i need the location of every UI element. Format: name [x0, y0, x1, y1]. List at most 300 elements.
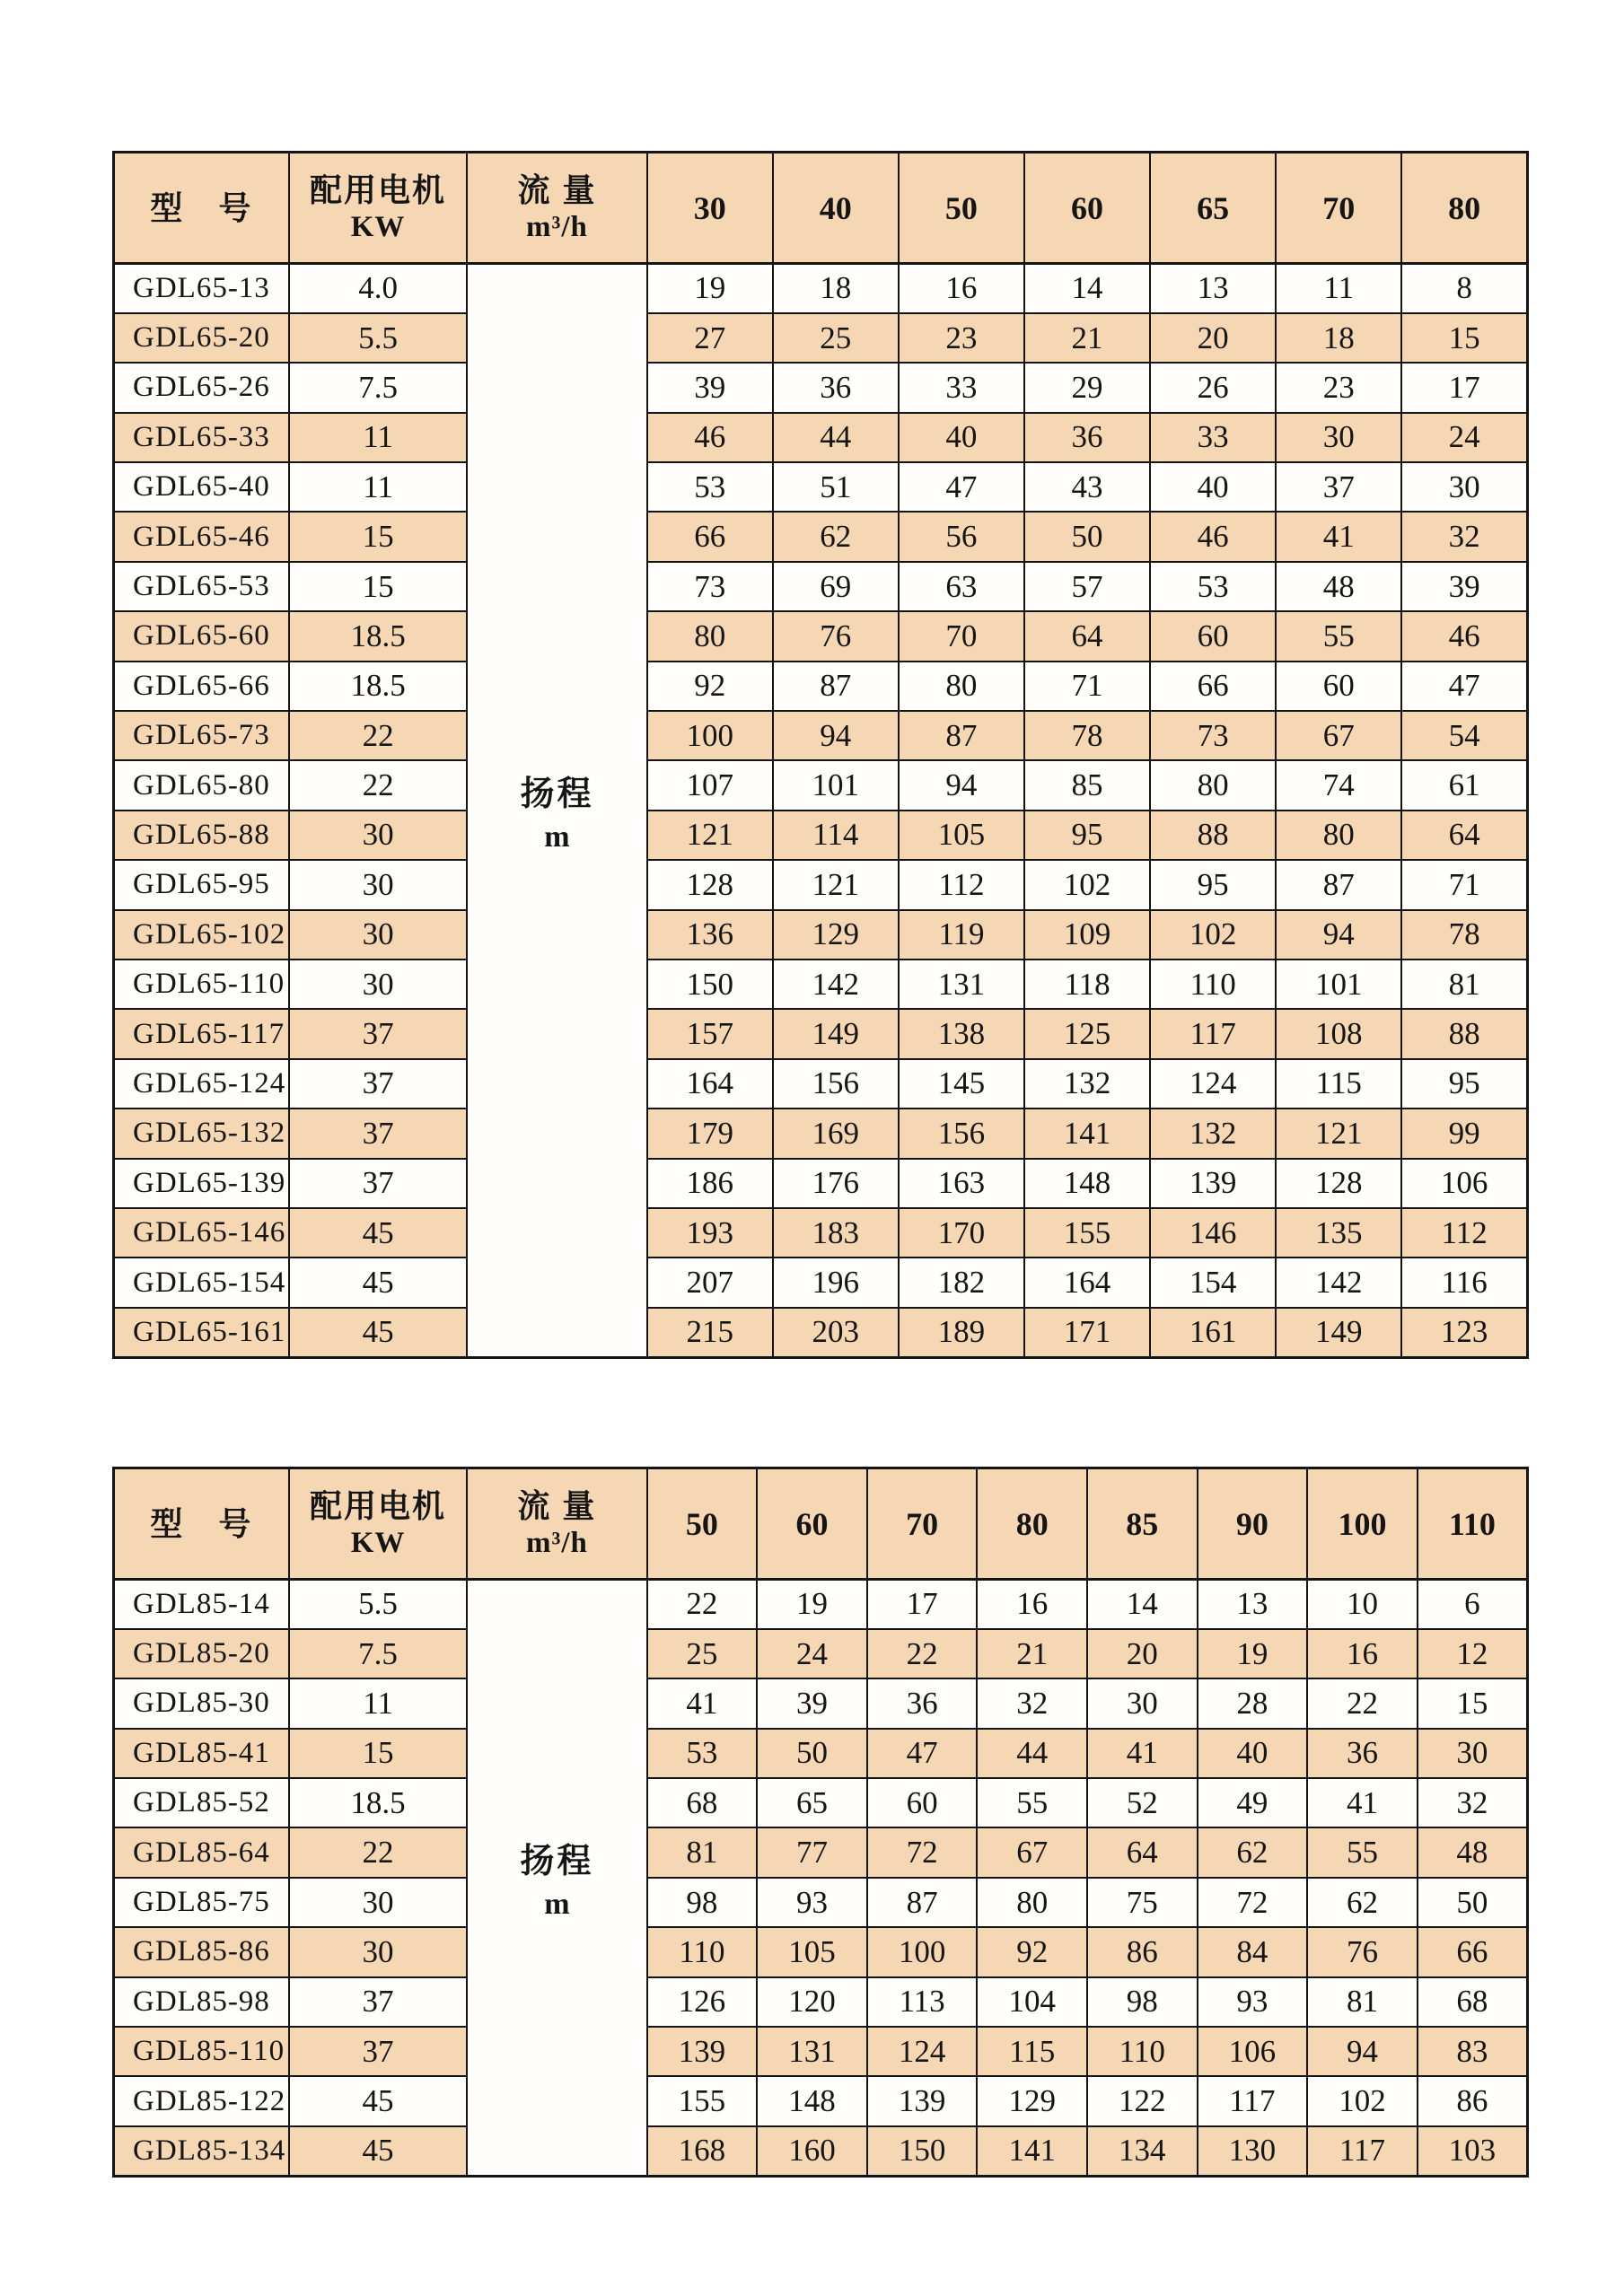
motor-kw-cell: 30 — [289, 1878, 467, 1927]
head-value-cell: 130 — [1198, 2126, 1308, 2176]
motor-kw-cell: 18.5 — [289, 662, 467, 711]
head-value-cell: 23 — [899, 313, 1024, 363]
head-value-cell: 110 — [1087, 2027, 1198, 2076]
head-value-cell: 98 — [647, 1878, 758, 1927]
motor-kw-cell: 15 — [289, 1729, 467, 1778]
model-cell: GDL85-14 — [114, 1580, 289, 1629]
model-cell: GDL65-110 — [114, 960, 289, 1009]
head-value-cell: 13 — [1150, 264, 1276, 313]
head-value-cell: 44 — [977, 1729, 1087, 1778]
head-value-cell: 33 — [1150, 413, 1276, 462]
head-value-cell: 68 — [647, 1778, 758, 1827]
head-value-cell: 170 — [899, 1208, 1024, 1258]
head-value-cell: 53 — [647, 1729, 758, 1778]
head-value-cell: 39 — [757, 1678, 867, 1728]
head-value-cell: 141 — [1024, 1109, 1150, 1158]
head-value-cell: 149 — [773, 1009, 899, 1058]
head-value-cell: 72 — [1198, 1878, 1308, 1927]
motor-kw-cell: 7.5 — [289, 1629, 467, 1678]
head-value-cell: 30 — [1276, 413, 1401, 462]
head-value-cell: 56 — [899, 512, 1024, 561]
flow-rate-header-70: 70 — [1276, 153, 1401, 264]
head-value-cell: 193 — [647, 1208, 773, 1258]
head-value-cell: 109 — [1024, 910, 1150, 960]
head-value-cell: 74 — [1276, 760, 1401, 810]
head-value-cell: 118 — [1024, 960, 1150, 1009]
head-value-cell: 125 — [1024, 1009, 1150, 1058]
model-cell: GDL85-98 — [114, 1977, 289, 2027]
table-row — [114, 313, 1528, 363]
motor-kw-cell: 45 — [289, 2076, 467, 2125]
head-value-cell: 16 — [1307, 1629, 1418, 1678]
motor-header-cn: 配用电机 — [310, 1487, 447, 1525]
head-value-cell: 30 — [1418, 1729, 1528, 1778]
model-cell: GDL65-66 — [114, 662, 289, 711]
head-value-cell: 112 — [899, 860, 1024, 909]
head-value-cell: 65 — [757, 1778, 867, 1827]
head-value-cell: 92 — [977, 1927, 1087, 1976]
head-value-cell: 76 — [1307, 1927, 1418, 1976]
head-value-cell: 73 — [1150, 711, 1276, 760]
head-value-cell: 110 — [647, 1927, 758, 1976]
head-value-cell: 121 — [773, 860, 899, 909]
head-value-cell: 115 — [1276, 1059, 1401, 1109]
table-row — [114, 1059, 1528, 1109]
head-value-cell: 81 — [1401, 960, 1527, 1009]
head-value-cell: 62 — [1198, 1827, 1308, 1877]
flow-header-unit: m³/h — [525, 1527, 588, 1560]
model-cell: GDL65-102 — [114, 910, 289, 960]
head-value-cell: 182 — [899, 1258, 1024, 1307]
head-value-cell: 122 — [1087, 2076, 1198, 2125]
head-value-cell: 98 — [1087, 1977, 1198, 2027]
head-value-cell: 55 — [977, 1778, 1087, 1827]
flow-rate-header-60: 60 — [757, 1468, 867, 1580]
head-value-cell: 110 — [1150, 960, 1276, 1009]
motor-kw-cell: 22 — [289, 1827, 467, 1877]
head-value-cell: 66 — [1150, 662, 1276, 711]
motor-kw-cell: 30 — [289, 811, 467, 860]
model-cell: GDL85-86 — [114, 1927, 289, 1976]
motor-kw-cell: 37 — [289, 1109, 467, 1158]
head-value-cell: 19 — [647, 264, 773, 313]
head-value-cell: 41 — [1276, 512, 1401, 561]
model-cell: GDL65-139 — [114, 1159, 289, 1208]
head-value-cell: 66 — [647, 512, 773, 561]
head-unit-label: m — [544, 1888, 570, 1922]
head-value-cell: 57 — [1024, 562, 1150, 611]
head-value-cell: 102 — [1150, 910, 1276, 960]
head-value-cell: 16 — [899, 264, 1024, 313]
head-value-cell: 169 — [773, 1109, 899, 1158]
head-value-cell: 114 — [773, 811, 899, 860]
head-value-cell: 135 — [1276, 1208, 1401, 1258]
head-value-cell: 94 — [899, 760, 1024, 810]
model-cell: GDL65-80 — [114, 760, 289, 810]
head-value-cell: 123 — [1401, 1308, 1527, 1357]
head-value-cell: 142 — [773, 960, 899, 1009]
motor-kw-cell: 37 — [289, 1059, 467, 1109]
head-value-cell: 27 — [647, 313, 773, 363]
head-value-cell: 117 — [1198, 2076, 1308, 2125]
head-value-cell: 136 — [647, 910, 773, 960]
flow-rate-header-90: 90 — [1198, 1468, 1308, 1580]
head-value-cell: 40 — [1150, 462, 1276, 512]
model-cell: GDL65-20 — [114, 313, 289, 363]
head-value-cell: 41 — [1307, 1778, 1418, 1827]
head-value-cell: 15 — [1418, 1678, 1528, 1728]
head-value-cell: 129 — [773, 910, 899, 960]
head-value-cell: 46 — [1150, 512, 1276, 561]
head-value-cell: 37 — [1276, 462, 1401, 512]
head-value-cell: 88 — [1401, 1009, 1527, 1058]
head-value-cell: 18 — [1276, 313, 1401, 363]
model-column-header: 型 号 — [114, 153, 289, 264]
head-value-cell: 101 — [773, 760, 899, 810]
head-value-cell: 64 — [1087, 1827, 1198, 1877]
head-value-cell: 128 — [1276, 1159, 1401, 1208]
head-value-cell: 44 — [773, 413, 899, 462]
model-cell: GDL65-88 — [114, 811, 289, 860]
head-value-cell: 81 — [647, 1827, 758, 1877]
motor-kw-cell: 45 — [289, 2126, 467, 2176]
head-value-cell: 55 — [1307, 1827, 1418, 1877]
head-value-cell: 100 — [647, 711, 773, 760]
head-value-cell: 36 — [867, 1678, 978, 1728]
motor-kw-cell: 30 — [289, 960, 467, 1009]
motor-kw-cell: 4.0 — [289, 264, 467, 313]
head-value-cell: 164 — [1024, 1258, 1150, 1307]
head-value-cell: 102 — [1307, 2076, 1418, 2125]
head-value-cell: 67 — [977, 1827, 1087, 1877]
head-value-cell: 53 — [1150, 562, 1276, 611]
model-cell: GDL85-64 — [114, 1827, 289, 1877]
head-value-cell: 13 — [1198, 1580, 1308, 1629]
head-value-cell: 8 — [1401, 264, 1527, 313]
head-value-cell: 117 — [1307, 2126, 1418, 2176]
head-value-cell: 117 — [1150, 1009, 1276, 1058]
motor-kw-cell: 45 — [289, 1258, 467, 1307]
model-cell: GDL65-13 — [114, 264, 289, 313]
head-value-cell: 139 — [1150, 1159, 1276, 1208]
motor-kw-cell: 45 — [289, 1208, 467, 1258]
head-value-cell: 19 — [1198, 1629, 1308, 1678]
flow-rate-header-40: 40 — [773, 153, 899, 264]
head-value-cell: 63 — [899, 562, 1024, 611]
model-cell: GDL85-134 — [114, 2126, 289, 2176]
head-value-cell: 87 — [867, 1878, 978, 1927]
gdl85-spec-table — [112, 1467, 1529, 2178]
head-value-cell: 20 — [1150, 313, 1276, 363]
flow-rate-header-80: 80 — [1401, 153, 1527, 264]
flow-rate-header-85: 85 — [1087, 1468, 1198, 1580]
head-value-cell: 88 — [1150, 811, 1276, 860]
table-row — [114, 910, 1528, 960]
motor-header-unit: KW — [350, 1527, 406, 1560]
header-row — [114, 153, 1528, 264]
flow-header-cn: 流 量 — [517, 1487, 597, 1525]
head-value-cell: 78 — [1401, 910, 1527, 960]
head-value-cell: 50 — [757, 1729, 867, 1778]
head-value-cell: 115 — [977, 2027, 1087, 2076]
head-value-cell: 36 — [773, 363, 899, 412]
head-value-cell: 86 — [1418, 2076, 1528, 2125]
table-row — [114, 1778, 1528, 1827]
head-value-cell: 53 — [647, 462, 773, 512]
head-value-cell: 124 — [1150, 1059, 1276, 1109]
head-value-cell: 61 — [1401, 760, 1527, 810]
table-row — [114, 2027, 1528, 2076]
head-value-cell: 62 — [1307, 1878, 1418, 1927]
head-value-cell: 17 — [867, 1580, 978, 1629]
head-value-cell: 39 — [647, 363, 773, 412]
head-value-cell: 163 — [899, 1159, 1024, 1208]
model-cell: GDL85-122 — [114, 2076, 289, 2125]
head-value-cell: 138 — [899, 1009, 1024, 1058]
gdl65-spec-table — [112, 151, 1529, 1359]
head-value-cell: 87 — [773, 662, 899, 711]
head-value-cell: 142 — [1276, 1258, 1401, 1307]
table-row — [114, 562, 1528, 611]
motor-kw-cell: 30 — [289, 910, 467, 960]
head-value-cell: 103 — [1418, 2126, 1528, 2176]
head-value-cell: 10 — [1307, 1580, 1418, 1629]
motor-kw-cell: 37 — [289, 1159, 467, 1208]
head-value-cell: 156 — [899, 1109, 1024, 1158]
head-value-cell: 43 — [1024, 462, 1150, 512]
table-row — [114, 1827, 1528, 1877]
table-row — [114, 1208, 1528, 1258]
table-row — [114, 1729, 1528, 1778]
head-value-cell: 17 — [1401, 363, 1527, 412]
head-value-cell: 139 — [647, 2027, 758, 2076]
head-value-cell: 119 — [899, 910, 1024, 960]
head-value-cell: 28 — [1198, 1678, 1308, 1728]
head-value-cell: 29 — [1024, 363, 1150, 412]
head-value-cell: 70 — [899, 611, 1024, 661]
motor-kw-cell: 18.5 — [289, 1778, 467, 1827]
table-row — [114, 462, 1528, 512]
table-row — [114, 1927, 1528, 1976]
table-row — [114, 860, 1528, 909]
model-cell: GDL85-30 — [114, 1678, 289, 1728]
head-value-cell: 47 — [867, 1729, 978, 1778]
head-value-cell: 66 — [1418, 1927, 1528, 1976]
model-cell: GDL65-53 — [114, 562, 289, 611]
head-value-cell: 20 — [1087, 1629, 1198, 1678]
head-value-cell: 30 — [1401, 462, 1527, 512]
head-value-cell: 36 — [1307, 1729, 1418, 1778]
model-cell: GDL85-41 — [114, 1729, 289, 1778]
head-value-cell: 107 — [647, 760, 773, 810]
head-value-cell: 71 — [1024, 662, 1150, 711]
head-value-cell: 105 — [899, 811, 1024, 860]
head-value-cell: 69 — [773, 562, 899, 611]
head-value-cell: 93 — [1198, 1977, 1308, 2027]
head-value-cell: 141 — [977, 2126, 1087, 2176]
flow-rate-header-110: 110 — [1418, 1468, 1528, 1580]
model-cell: GDL65-60 — [114, 611, 289, 661]
model-cell: GDL65-132 — [114, 1109, 289, 1158]
head-value-cell: 106 — [1198, 2027, 1308, 2076]
head-value-cell: 39 — [1401, 562, 1527, 611]
head-value-cell: 93 — [757, 1878, 867, 1927]
head-value-cell: 36 — [1024, 413, 1150, 462]
motor-kw-cell: 15 — [289, 562, 467, 611]
head-value-cell: 203 — [773, 1308, 899, 1357]
head-value-cell: 19 — [757, 1580, 867, 1629]
motor-kw-cell: 11 — [289, 1678, 467, 1728]
head-value-cell: 60 — [867, 1778, 978, 1827]
head-value-cell: 132 — [1024, 1059, 1150, 1109]
head-value-cell: 14 — [1024, 264, 1150, 313]
head-value-cell: 73 — [647, 562, 773, 611]
head-value-cell: 154 — [1150, 1258, 1276, 1307]
table-row — [114, 711, 1528, 760]
table-row — [114, 2076, 1528, 2125]
head-value-cell: 67 — [1276, 711, 1401, 760]
flow-rate-header-65: 65 — [1150, 153, 1276, 264]
head-value-cell: 60 — [1276, 662, 1401, 711]
head-value-cell: 40 — [899, 413, 1024, 462]
head-value-cell: 33 — [899, 363, 1024, 412]
head-value-cell: 92 — [647, 662, 773, 711]
flow-rate-header-30: 30 — [647, 153, 773, 264]
head-value-cell: 196 — [773, 1258, 899, 1307]
head-value-cell: 120 — [757, 1977, 867, 2027]
model-cell: GDL65-73 — [114, 711, 289, 760]
motor-kw-cell: 37 — [289, 1977, 467, 2027]
head-value-cell: 21 — [977, 1629, 1087, 1678]
head-value-cell: 168 — [647, 2126, 758, 2176]
head-value-cell: 126 — [647, 1977, 758, 2027]
head-value-cell: 26 — [1150, 363, 1276, 412]
head-value-cell: 64 — [1401, 811, 1527, 860]
head-value-cell: 155 — [1024, 1208, 1150, 1258]
head-value-cell: 94 — [1276, 910, 1401, 960]
head-value-cell: 50 — [1418, 1878, 1528, 1927]
model-cell: GDL65-161 — [114, 1308, 289, 1357]
motor-header-cn: 配用电机 — [310, 171, 447, 209]
head-value-cell: 47 — [1401, 662, 1527, 711]
head-value-cell: 149 — [1276, 1308, 1401, 1357]
head-value-cell: 40 — [1198, 1729, 1308, 1778]
head-value-cell: 80 — [1150, 760, 1276, 810]
head-value-cell: 64 — [1024, 611, 1150, 661]
head-value-cell: 189 — [899, 1308, 1024, 1357]
head-value-cell: 23 — [1276, 363, 1401, 412]
head-value-cell: 54 — [1401, 711, 1527, 760]
head-value-cell: 129 — [977, 2076, 1087, 2125]
motor-kw-cell: 37 — [289, 1009, 467, 1058]
motor-kw-cell: 37 — [289, 2027, 467, 2076]
table-row — [114, 1678, 1528, 1728]
head-value-cell: 48 — [1276, 562, 1401, 611]
head-value-cell: 121 — [1276, 1109, 1401, 1158]
head-value-cell: 21 — [1024, 313, 1150, 363]
model-cell: GDL85-52 — [114, 1778, 289, 1827]
head-value-cell: 100 — [867, 1927, 978, 1976]
flow-rate-header-50: 50 — [647, 1468, 758, 1580]
head-value-cell: 179 — [647, 1109, 773, 1158]
motor-kw-cell: 5.5 — [289, 313, 467, 363]
flow-rate-header-70: 70 — [867, 1468, 978, 1580]
head-value-cell: 105 — [757, 1927, 867, 1976]
flow-header-unit: m³/h — [525, 211, 588, 244]
model-cell: GDL65-117 — [114, 1009, 289, 1058]
model-cell: GDL65-33 — [114, 413, 289, 462]
table-row — [114, 811, 1528, 860]
head-value-cell: 24 — [1401, 413, 1527, 462]
head-value-cell: 101 — [1276, 960, 1401, 1009]
model-cell: GDL65-40 — [114, 462, 289, 512]
head-value-cell: 215 — [647, 1308, 773, 1357]
table-row — [114, 1258, 1528, 1307]
head-value-cell: 80 — [977, 1878, 1087, 1927]
head-value-cell: 161 — [1150, 1308, 1276, 1357]
flow-header-cn: 流 量 — [517, 171, 597, 209]
head-value-cell: 113 — [867, 1977, 978, 2027]
table-row — [114, 413, 1528, 462]
table-row — [114, 1109, 1528, 1158]
flow-rate-header-80: 80 — [977, 1468, 1087, 1580]
model-cell: GDL65-154 — [114, 1258, 289, 1307]
head-value-cell: 46 — [647, 413, 773, 462]
motor-column-header — [289, 1468, 467, 1580]
head-value-cell: 12 — [1418, 1629, 1528, 1678]
head-value-cell: 104 — [977, 1977, 1087, 2027]
table-row — [114, 611, 1528, 661]
head-value-cell: 155 — [647, 2076, 758, 2125]
head-value-cell: 84 — [1198, 1927, 1308, 1976]
head-value-cell: 94 — [773, 711, 899, 760]
motor-kw-cell: 22 — [289, 760, 467, 810]
model-column-header: 型 号 — [114, 1468, 289, 1580]
head-value-cell: 145 — [899, 1059, 1024, 1109]
head-value-cell: 128 — [647, 860, 773, 909]
motor-header-unit: KW — [350, 211, 406, 244]
head-value-cell: 60 — [1150, 611, 1276, 661]
header-row — [114, 1468, 1528, 1580]
table-row — [114, 960, 1528, 1009]
head-value-cell: 99 — [1401, 1109, 1527, 1158]
head-value-cell: 108 — [1276, 1009, 1401, 1058]
head-value-cell: 94 — [1307, 2027, 1418, 2076]
head-value-cell: 171 — [1024, 1308, 1150, 1357]
head-value-cell: 134 — [1087, 2126, 1198, 2176]
head-value-cell: 124 — [867, 2027, 978, 2076]
motor-kw-cell: 30 — [289, 860, 467, 909]
head-value-cell: 24 — [757, 1629, 867, 1678]
table-row — [114, 1580, 1528, 1629]
head-value-cell: 46 — [1401, 611, 1527, 661]
head-value-cell: 22 — [867, 1629, 978, 1678]
model-cell: GDL65-26 — [114, 363, 289, 412]
flow-rate-header-50: 50 — [899, 153, 1024, 264]
head-value-cell: 121 — [647, 811, 773, 860]
head-value-cell: 25 — [773, 313, 899, 363]
flow-rate-header-100: 100 — [1307, 1468, 1418, 1580]
head-value-cell: 207 — [647, 1258, 773, 1307]
model-cell: GDL65-146 — [114, 1208, 289, 1258]
head-value-cell: 47 — [899, 462, 1024, 512]
head-value-cell: 80 — [899, 662, 1024, 711]
head-value-cell: 116 — [1401, 1258, 1527, 1307]
head-value-cell: 112 — [1401, 1208, 1527, 1258]
head-value-cell: 32 — [1401, 512, 1527, 561]
table-row — [114, 1009, 1528, 1058]
head-value-cell: 41 — [647, 1678, 758, 1728]
